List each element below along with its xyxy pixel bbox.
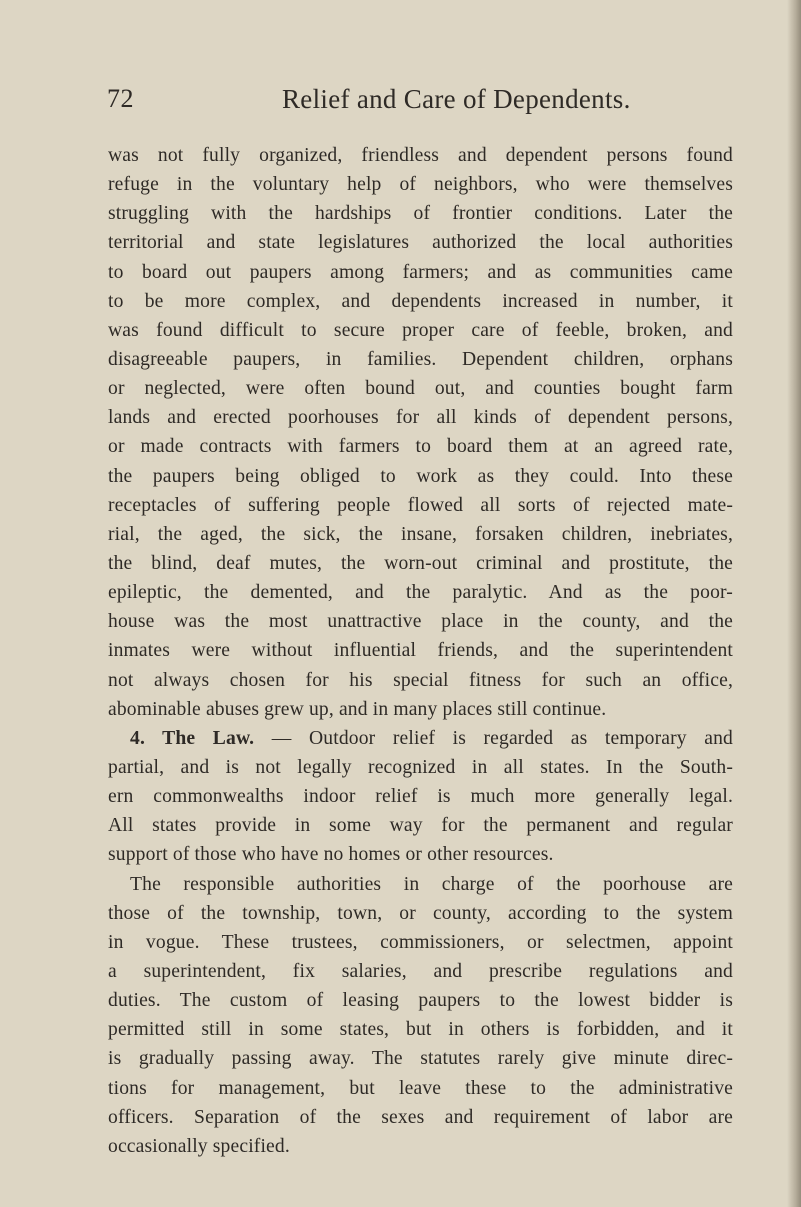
text-line: rial, the aged, the sick, the insane, forsaken children, inebriates, bbox=[108, 523, 733, 545]
text-line: to be more complex, and dependents increased in number, it bbox=[108, 290, 733, 312]
running-title: Relief and Care of Dependents. bbox=[282, 84, 631, 114]
section-first-line: Outdoor relief is regarded as temporary and bbox=[309, 727, 733, 749]
text-line: the paupers being obliged to work as they could. Into these bbox=[108, 465, 733, 487]
text-line: duties. The custom of leasing paupers to the lowest bidder is bbox=[108, 990, 733, 1012]
text-line: refuge in the voluntary help of neighbors, who were themselves bbox=[108, 174, 733, 196]
text-line: not always chosen for his special fitness for such an office, bbox=[108, 669, 733, 691]
section-heading: 4. The Law. bbox=[130, 727, 255, 749]
text-line: support of those who have no homes or other resources. bbox=[108, 844, 554, 866]
page-edge-shadow bbox=[787, 0, 801, 1207]
text-line: epileptic, the demented, and the paralytic. And as the poor- bbox=[108, 582, 733, 604]
text-line: to board out paupers among farmers; and as communities came bbox=[108, 261, 733, 283]
text-line: in vogue. These trustees, commissioners, or selectmen, appoint bbox=[108, 931, 733, 953]
text-line: those of the township, town, or county, according to the system bbox=[108, 902, 733, 924]
text-line: the blind, deaf mutes, the worn-out criminal and prostitute, the bbox=[108, 552, 733, 574]
text-line: receptacles of suffering people flowed all sorts of rejected mate- bbox=[108, 494, 733, 516]
text-line: territorial and state legislatures authorized the local authorities bbox=[108, 232, 733, 254]
text-line: disagreeable paupers, in families. Dependent children, orphans bbox=[108, 348, 733, 370]
text-line: permitted still in some states, but in others is forbidden, and it bbox=[108, 1019, 733, 1041]
text-line: All states provide in some way for the permanent and regular bbox=[108, 815, 733, 837]
text-line: abominable abuses grew up, and in many places still continue. bbox=[108, 698, 607, 720]
text-line: is gradually passing away. The statutes rarely give minute direc- bbox=[108, 1048, 733, 1070]
text-line: tions for management, but leave these to the administrative bbox=[108, 1077, 733, 1099]
body-text bbox=[108, 141, 733, 1161]
text-line: a superintendent, fix salaries, and prescribe regulations and bbox=[108, 960, 733, 982]
text-line: inmates were without influential friends, and the superintendent bbox=[108, 640, 733, 662]
text-line: struggling with the hardships of frontier conditions. Later the bbox=[108, 203, 733, 225]
page-number: 72 bbox=[107, 84, 134, 113]
text-line: or neglected, were often bound out, and counties bought farm bbox=[108, 378, 733, 400]
text-line: house was the most unattractive place in the county, and the bbox=[108, 611, 733, 633]
text-line: occasionally specified. bbox=[108, 1135, 290, 1157]
text-line: was not fully organized, friendless and dependent persons found bbox=[108, 145, 733, 166]
text-line: lands and erected poorhouses for all kinds of dependent persons, bbox=[108, 407, 733, 429]
text-line: or made contracts with farmers to board them at an agreed rate, bbox=[108, 436, 733, 458]
paragraph-first-line: The responsible authorities in charge of the poorhouse are bbox=[130, 873, 733, 895]
em-dash: — bbox=[254, 727, 309, 749]
text-line: ern commonwealths indoor relief is much more generally legal. bbox=[108, 786, 733, 808]
text-line: was found difficult to secure proper care of feeble, broken, and bbox=[108, 319, 733, 341]
text-line: partial, and is not legally recognized in all states. In the South- bbox=[108, 756, 733, 778]
text-line: officers. Separation of the sexes and requirement of labor are bbox=[108, 1106, 733, 1128]
running-head bbox=[107, 84, 727, 124]
section-line bbox=[108, 724, 733, 753]
